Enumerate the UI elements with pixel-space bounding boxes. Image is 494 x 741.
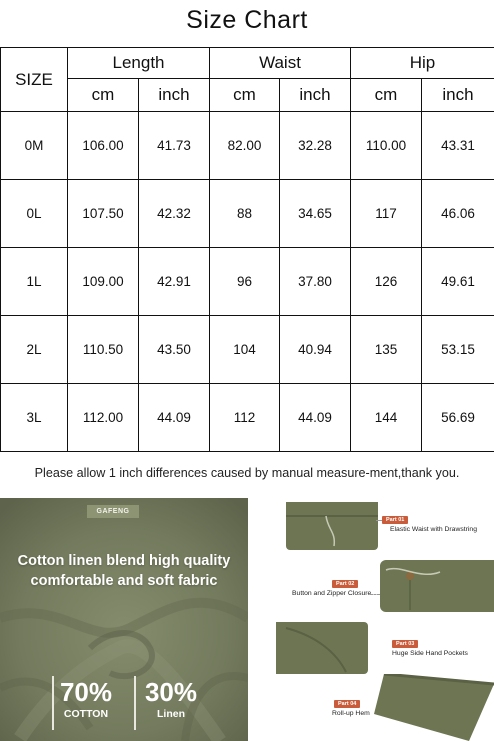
cotton-stat <box>56 678 116 720</box>
unit-header: cm <box>210 79 280 112</box>
fabric-headline-line1: Cotton linen blend high quality <box>17 553 231 569</box>
table-cell: 40.94 <box>280 316 351 384</box>
unit-header: inch <box>280 79 351 112</box>
table-cell: 53.15 <box>422 316 494 384</box>
table-cell: 135 <box>351 316 422 384</box>
table-cell: 88 <box>210 180 280 248</box>
part-description: Button and Zipper Closure <box>292 590 372 597</box>
table-cell: 110.00 <box>351 112 422 180</box>
connector-line <box>370 594 380 595</box>
table-cell: 42.91 <box>139 248 210 316</box>
table-row <box>1 112 494 180</box>
linen-percent: 30% <box>144 677 198 707</box>
table-header-row-units <box>1 79 494 112</box>
fabric-headline-line2: comfortable and soft fabric <box>30 573 218 589</box>
table-cell: 106.00 <box>68 112 139 180</box>
part-badge: Part 01 <box>382 516 408 524</box>
part-description: Elastic Waist with Drawstring <box>390 526 477 533</box>
table-row <box>1 180 494 248</box>
size-cell: 2L <box>1 316 68 384</box>
table-cell: 43.50 <box>139 316 210 384</box>
cotton-label: COTTON <box>63 708 109 720</box>
unit-header: inch <box>422 79 494 112</box>
table-cell: 126 <box>351 248 422 316</box>
table-row <box>1 316 494 384</box>
table-cell: 32.28 <box>280 112 351 180</box>
length-header: Length <box>68 48 210 79</box>
table-cell: 117 <box>351 180 422 248</box>
part-badge: Part 03 <box>392 640 418 648</box>
table-cell: 34.65 <box>280 180 351 248</box>
table-cell: 112.00 <box>68 384 139 452</box>
table-cell: 107.50 <box>68 180 139 248</box>
table-cell: 112 <box>210 384 280 452</box>
table-cell: 42.32 <box>139 180 210 248</box>
part-badge: Part 04 <box>334 700 360 708</box>
table-cell: 104 <box>210 316 280 384</box>
table-cell: 56.69 <box>422 384 494 452</box>
pocket-icon <box>276 622 368 674</box>
table-cell: 144 <box>351 384 422 452</box>
waist-header: Waist <box>210 48 351 79</box>
table-cell: 49.61 <box>422 248 494 316</box>
part-description: Roll-up Hem <box>332 710 370 717</box>
table-cell: 44.09 <box>280 384 351 452</box>
table-cell: 46.06 <box>422 180 494 248</box>
roll-up-hem-image <box>374 674 494 741</box>
table-cell: 44.09 <box>139 384 210 452</box>
size-cell: 3L <box>1 384 68 452</box>
fabric-headline <box>0 551 248 591</box>
measurement-note: Please allow 1 inch differences caused by manual measure-ment,thank you. <box>34 466 460 480</box>
table-cell: 37.80 <box>280 248 351 316</box>
fabric-promo-panel <box>0 498 248 741</box>
table-header-row-groups <box>1 48 494 79</box>
linen-stat <box>140 678 202 720</box>
table-cell: 110.50 <box>68 316 139 384</box>
size-cell: 1L <box>1 248 68 316</box>
button-icon <box>380 560 494 612</box>
unit-header: cm <box>351 79 422 112</box>
table-cell: 82.00 <box>210 112 280 180</box>
table-cell: 109.00 <box>68 248 139 316</box>
table-cell: 43.31 <box>422 112 494 180</box>
hip-header: Hip <box>351 48 494 79</box>
part-description: Huge Side Hand Pockets <box>392 650 468 657</box>
waist-drawstring-icon <box>286 502 378 550</box>
unit-header: cm <box>68 79 139 112</box>
size-cell: 0L <box>1 180 68 248</box>
table-row <box>1 384 494 452</box>
table-cell: 41.73 <box>139 112 210 180</box>
fabric-texture-image <box>0 498 248 741</box>
size-cell: 0M <box>1 112 68 180</box>
table-cell: 96 <box>210 248 280 316</box>
cotton-percent: 70% <box>59 677 113 707</box>
part-badge: Part 02 <box>332 580 358 588</box>
page-title: Size Chart <box>186 6 308 34</box>
stat-divider <box>134 676 136 730</box>
size-chart-table <box>0 47 494 452</box>
table-row <box>1 248 494 316</box>
unit-header: inch <box>139 79 210 112</box>
brand-tag: GAFENG <box>87 505 139 518</box>
product-details-panel <box>252 498 494 741</box>
stat-divider <box>52 676 54 730</box>
linen-label: Linen <box>157 708 185 720</box>
size-column-header: SIZE <box>1 48 68 112</box>
